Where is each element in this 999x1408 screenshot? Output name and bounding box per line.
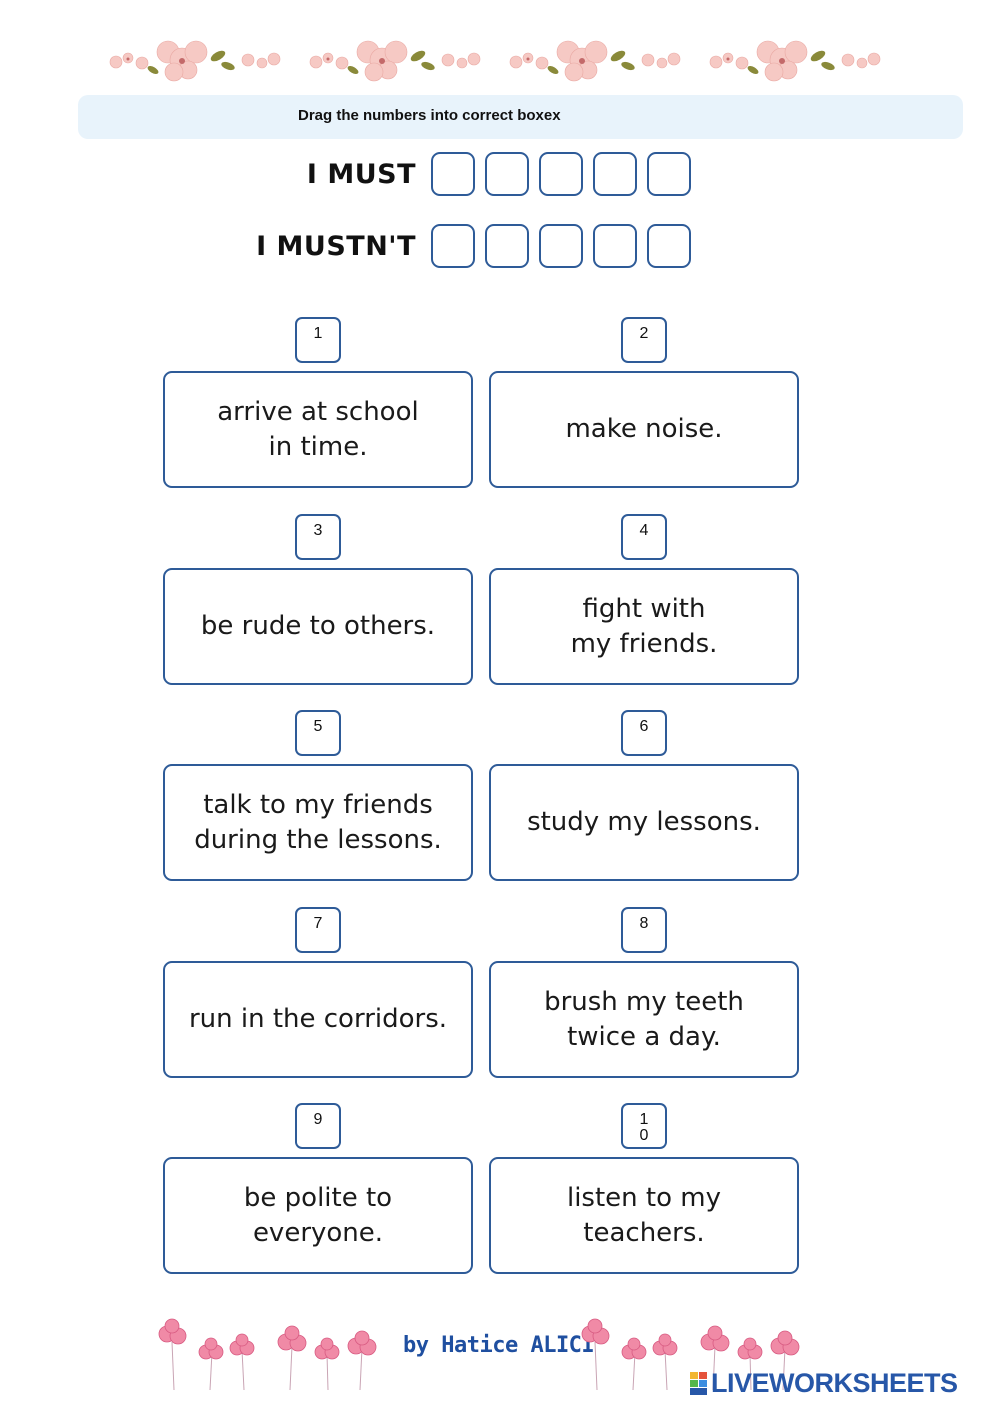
number-tile-5[interactable]: 5 (295, 710, 341, 756)
phrase-card-8: brush my teeth twice a day. (489, 961, 799, 1078)
phrase-card-3: be rude to others. (163, 568, 473, 685)
liveworksheets-icon (690, 1370, 708, 1396)
must-row-label: I MUST (306, 159, 416, 190)
author-byline: by Hatice ALICI (403, 1333, 595, 1358)
mustnt-drop-box-5[interactable] (647, 224, 691, 268)
mustnt-drop-box-3[interactable] (539, 224, 583, 268)
mustnt-drop-box-1[interactable] (431, 224, 475, 268)
instruction-text: Drag the numbers into correct boxex (298, 107, 561, 124)
number-tile-1[interactable]: 1 (295, 317, 341, 363)
number-tile-9[interactable]: 9 (295, 1103, 341, 1149)
phrase-card-2: make noise. (489, 371, 799, 488)
instruction-bar (78, 95, 963, 139)
mustnt-drop-box-4[interactable] (593, 224, 637, 268)
phrase-card-5: talk to my friends during the lessons. (163, 764, 473, 881)
phrase-card-9: be polite to everyone. (163, 1157, 473, 1274)
must-drop-box-1[interactable] (431, 152, 475, 196)
number-tile-3[interactable]: 3 (295, 514, 341, 560)
number-tile-6[interactable]: 6 (621, 710, 667, 756)
footer-flowers-left (152, 1312, 387, 1392)
must-drop-box-3[interactable] (539, 152, 583, 196)
phrase-card-10: listen to my teachers. (489, 1157, 799, 1274)
number-tile-7[interactable]: 7 (295, 907, 341, 953)
phrase-card-1: arrive at school in time. (163, 371, 473, 488)
liveworksheets-logo (690, 1366, 958, 1400)
liveworksheets-wordmark: LIVEWORKSHEETS (711, 1367, 958, 1398)
mustnt-drop-box-2[interactable] (485, 224, 529, 268)
phrase-card-6: study my lessons. (489, 764, 799, 881)
must-drop-box-5[interactable] (647, 152, 691, 196)
phrase-card-4: fight with my friends. (489, 568, 799, 685)
must-drop-box-4[interactable] (593, 152, 637, 196)
number-tile-4[interactable]: 4 (621, 514, 667, 560)
number-tile-8[interactable]: 8 (621, 907, 667, 953)
top-blossom-garland (98, 30, 908, 90)
must-drop-box-2[interactable] (485, 152, 529, 196)
mustnt-row-label: I MUSTN'T (256, 231, 416, 262)
number-tile-10[interactable]: 10 (621, 1103, 667, 1149)
number-tile-2[interactable]: 2 (621, 317, 667, 363)
phrase-card-7: run in the corridors. (163, 961, 473, 1078)
